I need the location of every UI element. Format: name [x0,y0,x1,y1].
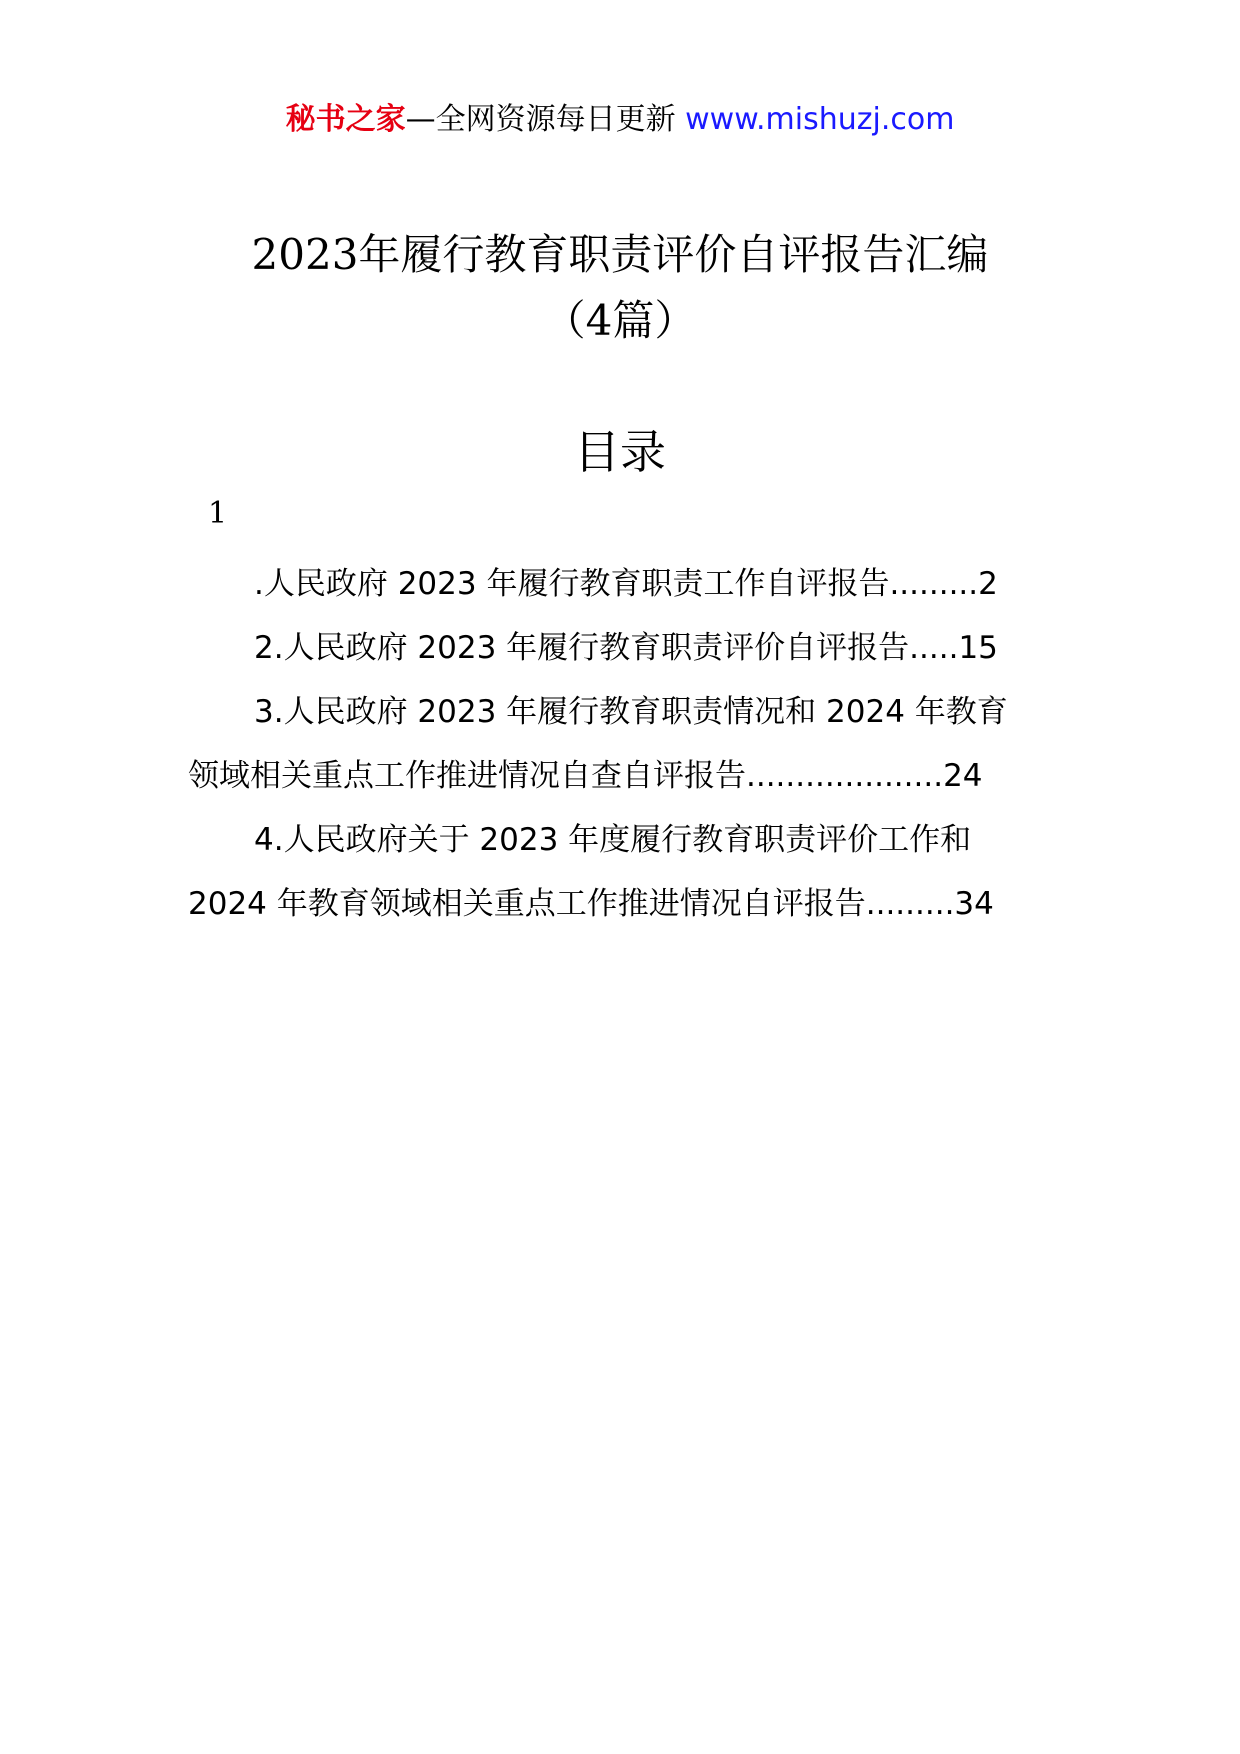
document-title: 2023年履行教育职责评价自评报告汇编 [251,230,989,279]
site-brand: 秘书之家 [285,102,406,137]
toc-heading: 目录 [574,425,666,479]
site-url-link[interactable]: www.mishuzj.com [685,102,955,137]
toc-entry-4-line-2[interactable]: 2024 年教育领域相关重点工作推进情况自评报告.........34 [188,886,994,922]
toc-entry-3-line-1[interactable]: 3.人民政府 2023 年履行教育职责情况和 2024 年教育 [254,694,1008,730]
table-of-contents [188,552,1054,936]
toc-entry-1-line-1[interactable]: .人民政府 2023 年履行教育职责工作自评报告.........2 [254,566,998,602]
toc-stray-number: 1 [208,496,228,531]
toc-entry-4-line-1[interactable]: 4.人民政府关于 2023 年度履行教育职责评价工作和 [254,822,972,858]
toc-entry-2-line-1[interactable]: 2.人民政府 2023 年履行教育职责评价自评报告.....15 [254,630,998,666]
site-tagline: —全网资源每日更新 [405,102,676,137]
document-subtitle: （4篇） [543,296,697,345]
toc-entry-3-line-2[interactable]: 领域相关重点工作推进情况自查自评报告....................24 [188,758,983,794]
site-header [0,100,1240,140]
